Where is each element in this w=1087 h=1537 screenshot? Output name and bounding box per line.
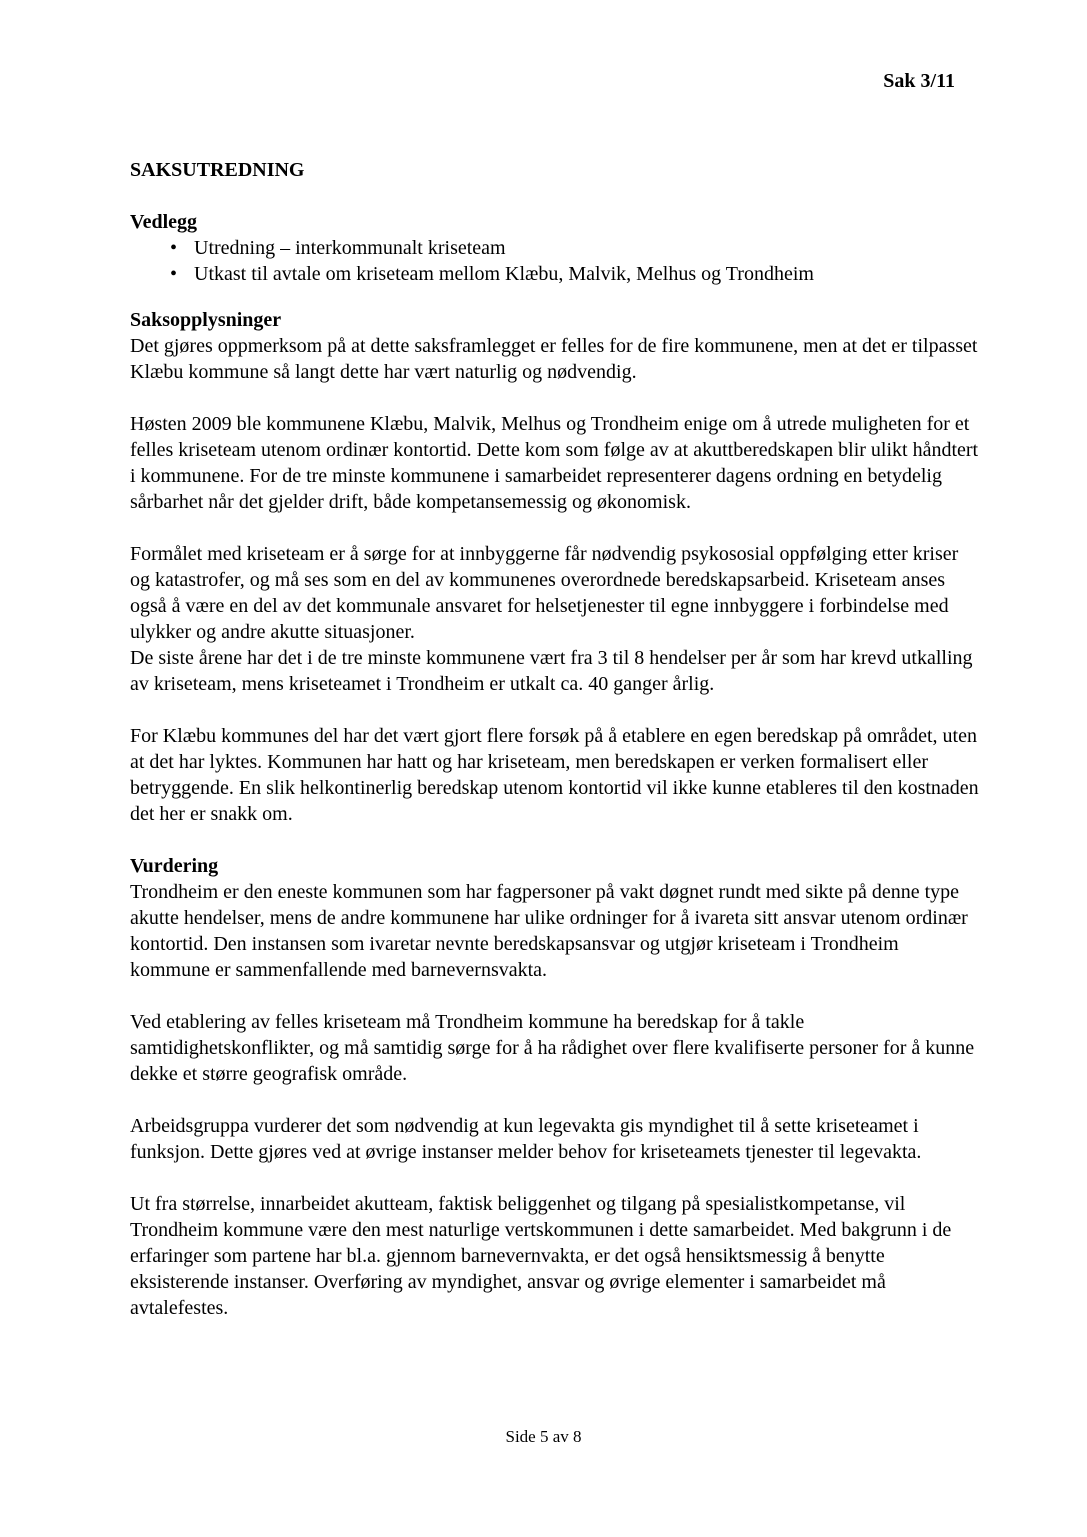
paragraph: Trondheim er den eneste kommunen som har fagpersoner på vakt døgnet rundt med sikte på denne type akutte hendelser, mens de andre kommunene har ulike ordninger for å ivareta sitt ansvar utenom ordinær kontortid. Den instansen som ivaretar nevnte beredskapsansvar og utgjør kriseteam i Trondheim kommune er sammenfallende med barnevernsvakta. bbox=[130, 881, 968, 981]
bullet-icon: • bbox=[170, 263, 178, 285]
saksopplysninger-heading: Saksopplysninger bbox=[130, 309, 282, 331]
list-item bbox=[130, 235, 980, 261]
paragraph: Høsten 2009 ble kommunene Klæbu, Malvik, Melhus og Trondheim enige om å utrede muligheten for et felles kriseteam utenom ordinær kontortid. Dette kom som følge av at akuttberedskapen blir ulikt håndtert i kommunene. For de tre minste kommunene i samarbeidet representerer dagens ordning en betydelig sårbarhet når det gjelder drift, både kompetansemessig og økonomisk. bbox=[130, 413, 979, 513]
attachment-label: Utkast til avtale om kriseteam mellom Klæbu, Malvik, Melhus og Trondheim bbox=[194, 263, 814, 285]
paragraph: Formålet med kriseteam er å sørge for at innbyggerne får nødvendig psykososial oppfølging etter kriser og katastrofer, og må ses som en del av kommunenes overordnede beredskapsarbeid. Kriseteam anses også å være en del av det kommunale ansvaret for helsetjenester til egne innbyggere i forbindelse med ulykker og andre akutte situasjoner. bbox=[130, 543, 959, 643]
saksopplysninger-section bbox=[130, 307, 980, 827]
attachment-label: Utredning – interkommunalt kriseteam bbox=[194, 237, 506, 259]
bullet-icon: • bbox=[170, 237, 178, 259]
paragraph: Det gjøres oppmerksom på at dette saksframlegget er felles for de fire kommunene, men at det er tilpasset Klæbu kommune så langt dette har vært naturlig og nødvendig. bbox=[130, 335, 978, 383]
paragraph: For Klæbu kommunes del har det vært gjort flere forsøk på å etablere en egen beredskap på området, uten at det har lyktes. Kommunen har hatt og har kriseteam, men beredskapen er verken formalisert eller betryggende. En slik helkontinerlig beredskap utenom kontortid vil ikke kunne etableres til den kostnaden det her er snakk om. bbox=[130, 725, 979, 825]
attachments-list bbox=[130, 235, 980, 287]
document-body bbox=[130, 157, 980, 1347]
vurdering-heading: Vurdering bbox=[130, 855, 219, 877]
document-title: SAKSUTREDNING bbox=[130, 159, 305, 181]
paragraph: Arbeidsgruppa vurderer det som nødvendig at kun legevakta gis myndighet til å sette kriseteamet i funksjon. Dette gjøres ved at øvrige instanser melder behov for kriseteamets tjenester til legevakta. bbox=[130, 1115, 922, 1163]
paragraph: Ved etablering av felles kriseteam må Trondheim kommune ha beredskap for å takle samtidighetskonflikter, og må samtidig sørge for å ha rådighet over flere kvalifiserte personer for å kunne dekke et større geografisk område. bbox=[130, 1011, 975, 1085]
attachments-section bbox=[130, 209, 980, 287]
case-number: Sak 3/11 bbox=[883, 70, 955, 92]
vurdering-section bbox=[130, 853, 980, 1321]
page-footer: Side 5 av 8 bbox=[505, 1427, 582, 1446]
list-item bbox=[130, 261, 980, 287]
attachments-heading: Vedlegg bbox=[130, 211, 198, 233]
paragraph: De siste årene har det i de tre minste kommunene vært fra 3 til 8 hendelser per år som har krevd utkalling av kriseteam, mens kriseteamet i Trondheim er utkalt ca. 40 ganger årlig. bbox=[130, 647, 973, 695]
paragraph: Ut fra størrelse, innarbeidet akutteam, faktisk beliggenhet og tilgang på spesialistkompetanse, vil Trondheim kommune være den mest naturlige vertskommunen i dette samarbeidet. Med bakgrunn i de erfaringer som partene har bl.a. gjennom barnevernvakta, er det også hensiktsmessig å benytte eksisterende instanser. Overføring av myndighet, ansvar og øvrige elementer i samarbeidet må avtalefestes. bbox=[130, 1193, 952, 1319]
